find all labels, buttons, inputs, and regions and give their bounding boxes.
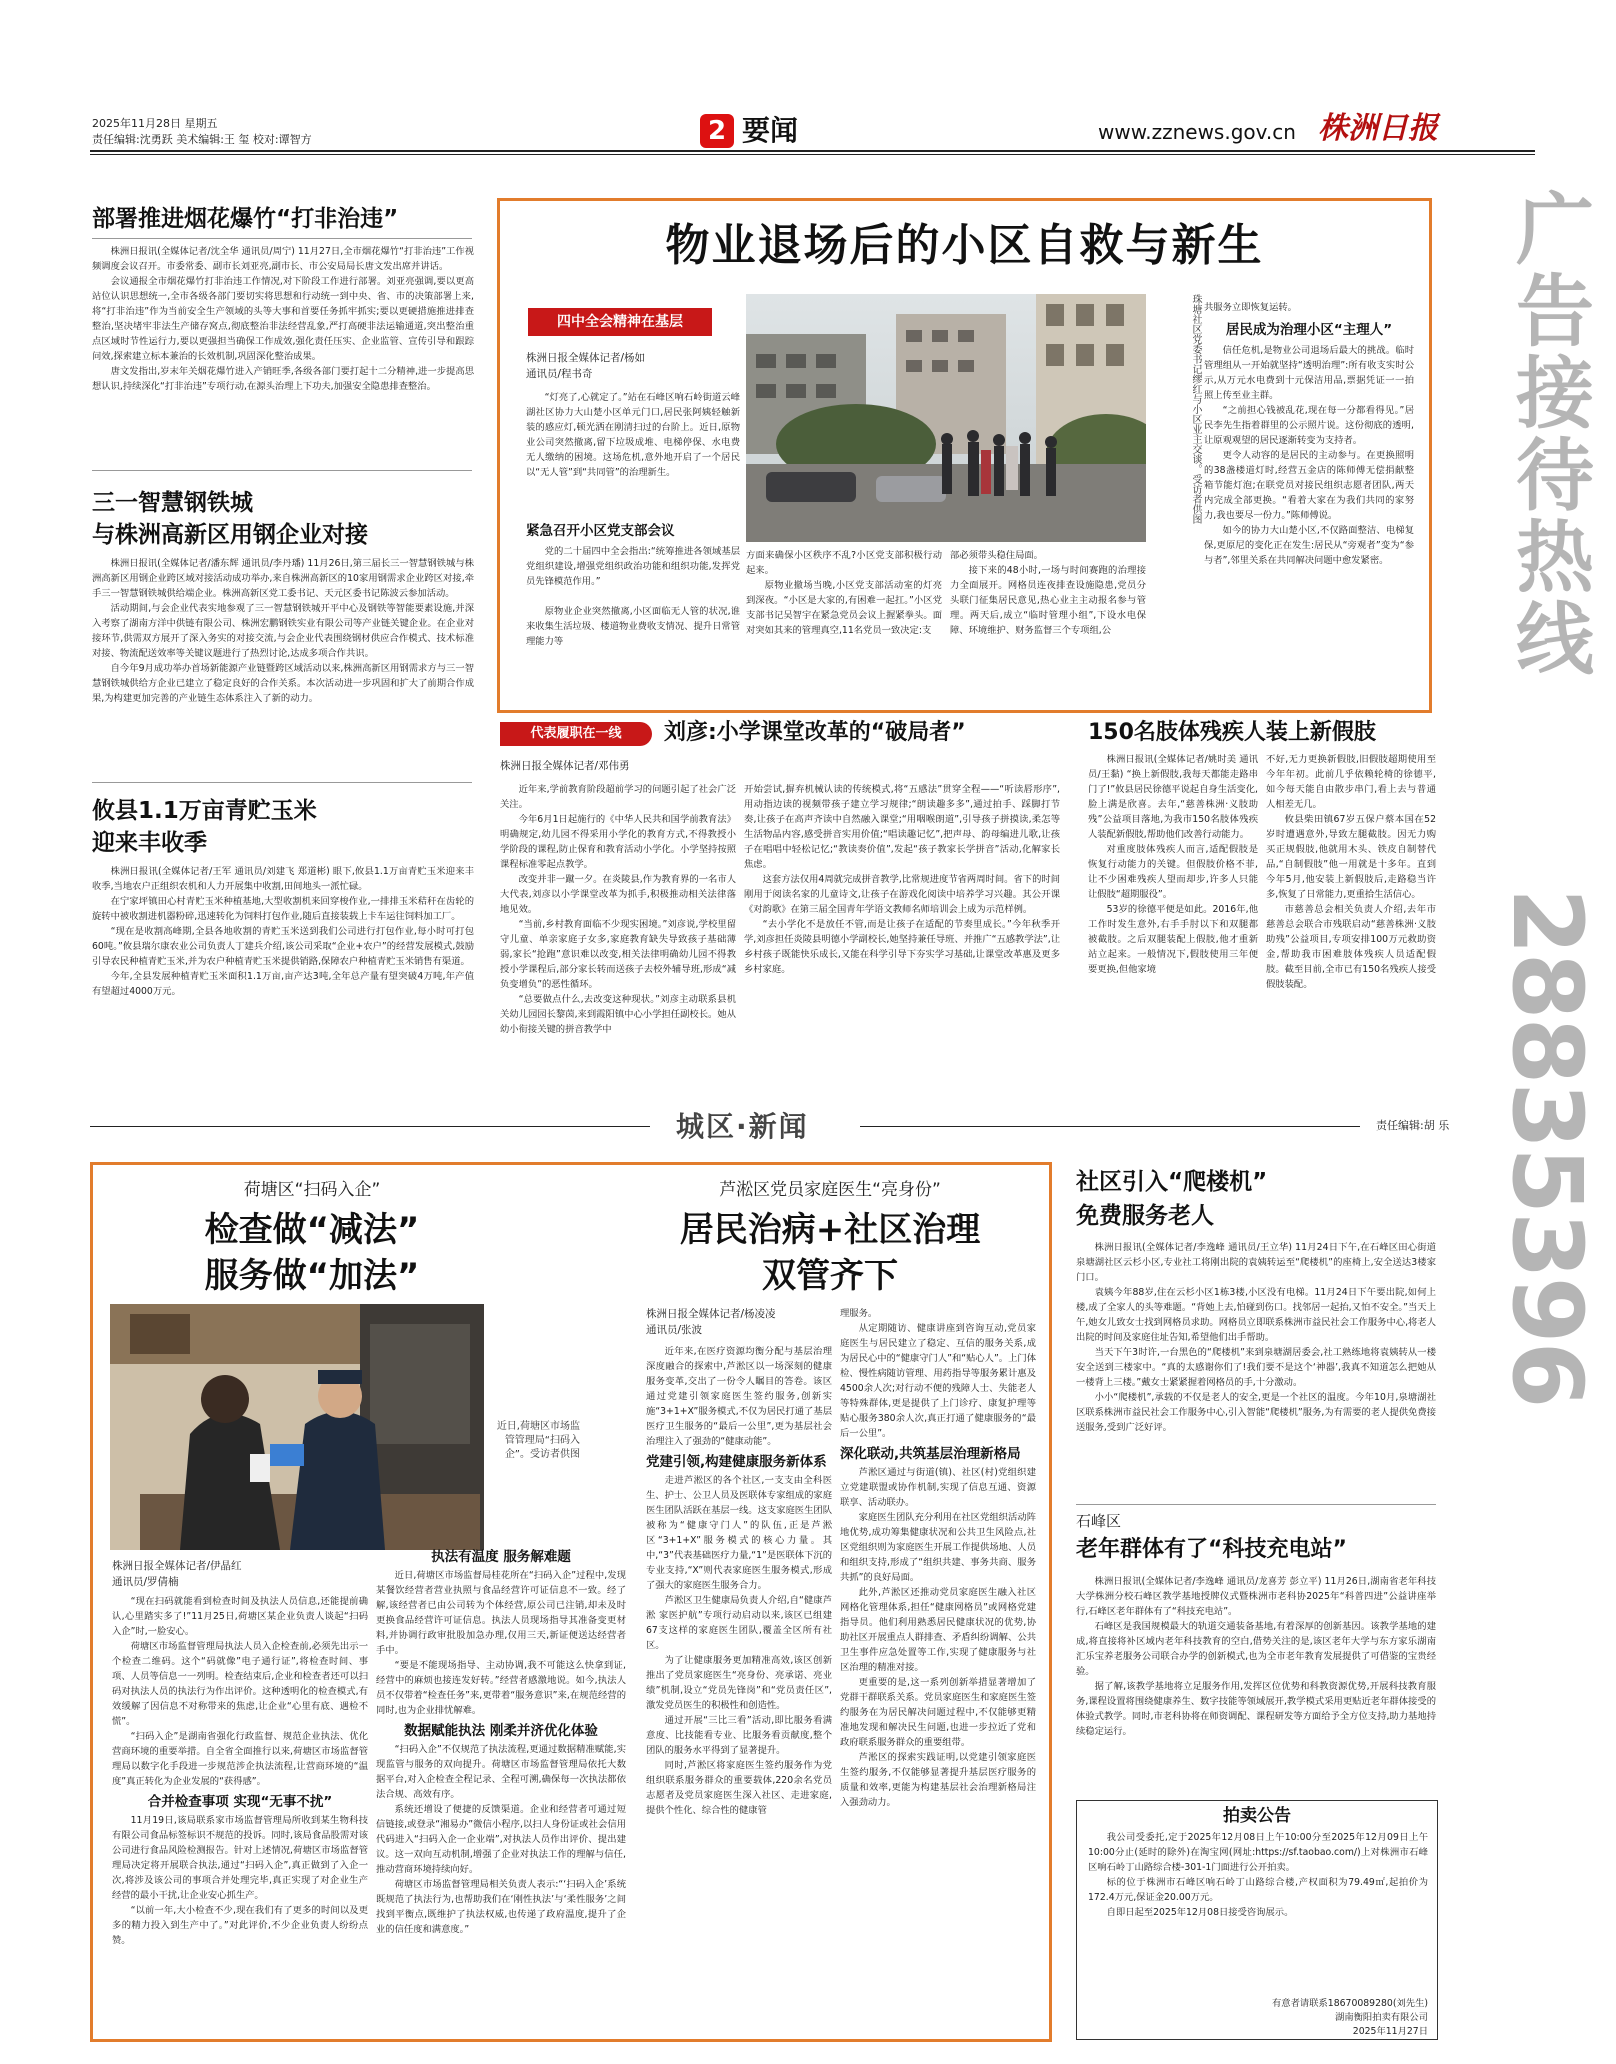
property-byline-correspondent: 通讯员/程书奇 (526, 368, 593, 380)
hetang-byline-correspondent: 通讯员/罗倩楠 (112, 1576, 179, 1588)
liuyan-byline: 株洲日报全媒体记者/邓伟勇 (500, 760, 630, 772)
charging-kicker: 石峰区 (1076, 1512, 1122, 1530)
property-headline: 物业退场后的小区自救与新生 (665, 220, 1264, 271)
auction-date: 2025年11月27日 (1352, 2026, 1428, 2037)
charging-body: 株洲日报讯(全媒体记者/李逸峰 通讯员/龙喜芳 彭立平) 11月26日,湖南省老年科技大学株洲分校石峰区教学基地授牌仪式暨株洲市老科协2025年“科普四进”公益讲座举行,石峰区老年群体有了“科技充电站”。 石峰区是我国规模最大的轨道交通装备基地,有着深厚的创新基因。该教学基地的建成,将直接将补区域内老年科技教育的空白,借势关注的是,该区老年大学与东方家乐湖南汇乐宝养老服务公司联合办学的创新模式,也为全市老年教育发展提供了可借鉴的宝贵经验。 据了解,该教学基地将立足服务作用,发挥区位优势和科教资源优势,开展科技教育服务,课程设置将围绕健康养生、数字技能等领域展开,教学模式采用更贴近老年群体接受的体验式教学。同时,市老科协将在师资调配、课程研发等方面给予全方位支持,助力基地持续稳定运行。 (1076, 1576, 1436, 1737)
property-col2-body: 方面来确保小区秩序不乱?小区党支部积极行动起来。 原物业撤场当晚,小区党支部活动室的灯亮到深夜。“小区是大家的,有困难一起扛。”小区党支部书记吴智宇在紧急党员会议上握紧拳头。面对突如其来的管理真空,11名党员一致决定:支 (746, 550, 942, 636)
lusong-byline-reporter: 株洲日报全媒体记者/杨凌凌 (646, 1308, 776, 1320)
lusong-col1-body: 近年来,在医疗资源均衡分配与基层治理深度融合的探索中,芦淞区以一场深刻的健康服务变革,交出了一份令人瞩目的答卷。该区通过党建引领家庭医生签约服务,创新实施“3+1+X”服务模式,不仅为居民打通了基层医疗卫生服务的“最后一公里”,更为基层社会治理注入了强劲的“健康动能”。 党建引领,构建健康服务新体系 走进芦淞区的各个社区,一支支由全科医生、护士、公卫人员及医联体专家组成的家庭医生团队活跃在基层一线。这支家庭医生团队被称为“健康守门人”的队伍,正是芦淞区“3+1+X”服务模式的核心力量。其中,“3”代表基础医疗力量,“1”是医联体下沉的专业支持,“X”则代表家庭医生服务模式,形成了强大的家庭医生服务合力。 芦淞区卫生健康局负责人介绍,自“健康芦淞 家医护航”专项行动启动以来,该区已组建67支这样的家庭医生团队,覆盖全区所有社区。 为了让健康服务更加精准高效,该区创新推出了党员家庭医生“亮身份、亮承诺、亮业绩”机制,设立“党员先锋岗”和“党员责任区”,激发党员医生的积极性和创造性。 通过开展“三比三看”活动,即比服务看满意度、比技能看专业、比服务看贡献度,整个团队的服务水平得到了显著提升。 同时,芦淞区将家庭医生签约服务作为党组织联系服务群众的重要载体,220余名党员志愿者及党员家庭医生深入社区、走进家庭,提供个性化、综合性的健康管 (646, 1346, 832, 1816)
section-rule-right (860, 1126, 1360, 1127)
ad-column (1490, 178, 1610, 2064)
section-editor: 责任编辑:胡 乐 (1376, 1119, 1450, 1132)
stairs-body: 株洲日报讯(全媒体记者/李逸峰 通讯员/王立华) 11月24日下午,在石峰区田心街道泉塘湖社区云杉小区,专业社工将刚出院的袁姨转运至“爬楼机”的座椅上,安全送达3楼家门口。 袁姨今年88岁,住在云杉小区1栋3楼,小区没有电梯。11月24日下午要出院,如何上楼,成了全家人的头等难题。“背她上去,怕碰到伤口。找邻居一起抬,又怕不安全。”当天上午,她女儿致女士找到网格员求助。网格员立即联系株洲市益民社会工作服务中心,将老人出院的时间及家庭住址告知,希望他们出手帮助。 当天下午3时许,一台黑色的“爬楼机”来到泉塘湖居委会,社工熟练地将袁姨转从一楼安全送到三楼家中。“真的太感谢你们了!我们要不是这个‘神器’,我真不知道怎么把她从一楼背上三楼。”戴女士紧紧握着网格员的手,十分激动。 小小“爬楼机”,承载的不仅是老人的安全,更是一个社区的温度。今年10月,泉塘湖社区联系株洲市益民社会工作服务中心,引入智能“爬楼机”服务,为有需要的老人提供免费接送服务,受到广泛好评。 (1076, 1242, 1436, 1433)
liuyan-tag: 代表履职在一线 (500, 722, 652, 746)
section-name: 要闻 (742, 114, 799, 147)
lusong-col2-body: 理服务。 从定期随访、健康讲座到咨询互动,党员家庭医生与居民建立了稳定、互信的服务关系,成为居民心中的“健康守门人”和“贴心人”。上门体检、慢性病随访管理、用药指导等服务累计惠及4500余人次;对行动不便的残障人士、失能老人等特殊群体,更是提供了上门诊疗、康复护理等贴心服务380余人次,真正打通了健康服务的“最后一公里”。 深化联动,共筑基层治理新格局 芦淞区通过与街道(镇)、社区(村)党组织建立党建联盟或协作机制,实现了信息互通、资源联享、活动联办。 家庭医生团队充分利用在社区党组织活动阵地优势,成功筹集健康状况和公共卫生风险点,社区党组织则为家庭医生开展工作提供场地、人员和组织支持,形成了“组织共建、事务共商、服务共抓”的良好局面。 此外,芦淞区还推动党员家庭医生融入社区网格化管理体系,担任“健康网格员”或网格党建指导员。他们利用熟悉居民健康状况的优势,协助社区开展重点人群排查、矛盾纠纷调解、公共卫生事件应急处置等工作,实现了健康服务与社区治理的精准对接。 更重要的是,这一系列创新举措显著增加了党群干群联系关系。党员家庭医生和家庭医生签约服务在为居民解决问题过程中,不仅能够更精准地发现和解决民生问题,也进一步拉近了党和政府联系服务群众的重要组带。 芦淞区的探索实践证明,以党建引领家庭医生签约服务,不仅能够显著提升基层医疗服务的质量和效率,更能为构建基层社会治理新格局注入强劲动力。 (840, 1308, 1036, 1808)
header-rule (90, 150, 1535, 152)
hetang-headline-1: 检查做“减法” (204, 1210, 420, 1250)
newspaper-logo: 株洲日报 (1318, 111, 1438, 146)
page-editors: 责任编辑:沈勇跃 美术编辑:王 玺 校对:谭智方 (92, 133, 312, 146)
property-col1-body: 党的二十届四中全会指出:“统筹推进各领域基层党组织建设,增强党组织政治功能和组织功能,发挥党员先锋模范作用。” (526, 546, 740, 587)
liuyan-col1-body: 近年来,学前教育阶段超前学习的问题引起了社会广泛关注。 今年6月1日起施行的《中华人民共和国学前教育法》明确规定,幼儿园不得采用小学化的教育方式,不得教授小学阶段的课程,防止保育和教育活动小学化。小学坚持按照课程标准零起点教学。 改变并非一蹴一夕。在炎陵县,作为教育界的一名市人大代表,刘彦以小学课堂改革为抓手,积极推动相关法律落地见效。 “当前,乡村教育面临不少现实困境。”刘彦说,学校里留守儿童、单亲家庭子女多,家庭教育缺失导致孩子基础薄弱,家长“抢跑”意识难以改变,相关法律明确幼儿园不得教授小学课程后,部分家长转而送孩子去校外辅导班,形成“减负变增负”的恶性循环。 “总要做点什么,去改变这种现状。”刘彦主动联系县机关幼儿园园长黎茵,来到霞阳镇中心小学担任副校长。她从幼小衔接关键的拼音教学中 (500, 784, 736, 1035)
property-byline-reporter: 株洲日报全媒体记者/杨如 (526, 352, 646, 364)
hetang-col1-body: “现在扫码就能看到检查时间及执法人员信息,还能提前确认,心里踏实多了!”11月25日,荷塘区某企业负责人谈起“扫码入企”时,一脸安心。 荷塘区市场监督管理局执法人员入企检查前,必须先出示一个检查二维码。这个“码就像”电子通行证”,将检查时间、事项、人员等信息一一列明。检查结束后,企业和检查者还可以扫码对执法人员的执法行为作出评价。这种透明化的检查模式,有效缓解了因信息不对称带来的焦虑,让企业“心里有底、遇检不慌”。 “扫码入企”是湖南省强化行政监督、规范企业执法、优化营商环境的重要举措。自全省全面推行以来,荷塘区市场监督管理局以数字化手段进一步规范涉企执法流程,让营商环境的“温度”真正转化为企业发展的“获得感”。 合并检查事项 实现“无事不扰” 11月19日,该局联系家市场监督管理局所收到某生物科技有限公司食品标签标识不规范的投诉。同时,该局食品股需对该公司进行食品风险检测报告。针对上述情况,荷塘区市场监督管理局决定将开展联合执法,通过“扫码入企”,真正做到了入企一次,将涉及该公司的事项合并处理完毕,真正实现了对企业生产经营的最小干扰,让企业安心抓生产。 “以前一年,大小检查不少,现在我们有了更多的时间以及更多的精力投入到生产中了。”对此评价,不少企业负责人纷纷点赞。 (112, 1596, 368, 1946)
hetang-byline-reporter: 株洲日报全媒体记者/伊晶红 (112, 1560, 242, 1572)
prosthesis-headline: 150名肢体残疾人装上新假肢 (1088, 720, 1376, 745)
property-photo (746, 294, 1146, 542)
property-col4-body: 共服务立即恢复运转。 居民成为治理小区“主理人” 信任危机,是物业公司退场后最大的挑战。临时管理组从一开始就坚持“透明治理”:所有收支实时公示,从万元水电费到十元保洁用品,票据凭证一一拍照上传至业主群。 “之前担心钱被乱花,现在每一分都看得见。”居民李先生指着群里的公示照片说。这份彻底的透明,让原观观望的居民逐渐转变为支持者。 更令人动容的是居民的主动参与。在更换照明的38盏楼道灯时,经营五金店的陈师傅无偿捐献整箱节能灯泡;在联党员对接民组织志愿者团队,两天内完成全部更换。“看着大家在为我们共同的家努力,我也要尽一份力。”陈师傅说。 如今的协力大山楚小区,不仅路面整洁、电梯复保,更原尼的变化正在发生:居民从“旁观者”变为“参与者”,邻里关系在共同解决问题中愈发紧密。 (1204, 302, 1414, 566)
hetang-subhead-3: 数据赋能执法 刚柔并济优化体验 (404, 1723, 598, 1739)
lusong-byline-correspondent: 通讯员/张波 (646, 1324, 703, 1336)
property-subhead-1: 紧急召开小区党支部会议 (526, 523, 675, 539)
lusong-subhead-1: 党建引领,构建健康服务新体系 (646, 1454, 827, 1470)
steel-headline-line2: 与株洲高新区用钢企业对接 (92, 522, 368, 548)
lusong-subhead-2: 深化联动,共筑基层治理新格局 (840, 1446, 1021, 1462)
lusong-kicker: 芦淞区党员家庭医生“亮身份” (719, 1180, 941, 1200)
page-number: 2 (700, 114, 734, 148)
section-title: 城区·新闻 (676, 1110, 809, 1143)
property-col3-body: 部必须带头稳住局面。 接下来的48小时,一场与时间赛跑的治理接力全面展开。网格员连夜排查设施隐患,党员分头联门征集居民意见,热心业主主动报名参与管理。两天后,成立“临时管理小组”,下设水电保障、环境维护、财务监督三个专项组,公 (950, 550, 1146, 636)
steel-body: 株洲日报讯(全媒体记者/潘东辉 通讯员/李丹璠) 11月26日,第三届长三一智慧钢铁城与株洲高新区用钢企业跨区域对接活动成功举办,来自株洲高新区的10家用钢需求企业跨区对接,牵手三一智慧钢铁城供给端企业。株洲高新区党工委书记、天元区委书记陈波云参加活动。 活动期间,与会企业代表实地参观了三一智慧钢铁城开平中心及钢铁等智能要素设施,并深入考察了湖南方洋中供链有限公司、株洲宏鹏钢铁实业有限公司等产业链关键企业。在企业对接环节,供需双方展开了深入务实的对接交流,与会企业代表围绕钢材供应合作模式、技术标准对接、物流配送效率等关键议题进行了热烈讨论,达成多项合作共识。 自今年9月成功举办首场新能源产业链暨跨区域活动以来,株洲高新区用钢需求方与三一智慧钢铁城供给方企业已建立了稳定良好的合作关系。本次活动进一步巩固和扩大了前期合作成果,为构建更加完善的产业链生态体系注入了新的动力。 (92, 558, 474, 704)
corn-body: 株洲日报讯(全媒体记者/王军 通讯员/刘建飞 郑道彬) 眼下,攸县1.1万亩青贮玉米迎来丰收季,当地农户正组织农机和人力开展集中收割,田间地头一派忙碌。 在宁家坪镇田心村青贮玉米种植基地,大型收割机来回穿梭作业,一排排玉米秸秆在齿轮的旋转中被收割进机器粉碎,迅速转化为饲料打包作业,随后直接装载上卡车运往饲料加工厂。 “现在是收割高峰期,全县各地收割的青贮玉米送到我们公司进行打包作业,每小时可打包60吨。”攸县瑞尔康农业公司负责人丁建兵介绍,该公司采取“企业+农户”的经营发展模式,鼓励引导农民种植青贮玉米,并为农户种植青贮玉米提供销路,保障农户种植青贮玉米销售有渠道。 今年,全县发展种植青贮玉米面积1.1万亩,亩产达3吨,全年总产量有望突破4万吨,年产值有望超过4000万元。 (92, 866, 474, 997)
stairs-headline-2: 免费服务老人 (1076, 1203, 1214, 1229)
liuyan-col2-body: 开始尝试,摒弃机械认读的传统模式,将“五感法”贯穿全程——“听读唇形序”,用动指边读的视频带孩子建立学习规律;“朗读趣多多”,通过拍手、踩脚打节奏,让孩子在高声齐读中自然融入课堂;“用咽喉朗道”,引导孩子拼摸读,柔怎等生活物品内容,感受拼音实用价值;“唱读趣记忆”,把声母、韵母编进儿歌,让孩子在唱唱中轻松记忆;“教读奏价值”,发起“孩子教家长学拼音”活动,化解家长焦虑。 这套方法仅用4周就完成拼音教学,比常规进度节省两周时间。省下的时间刚用于阅读名家的儿童诗文,让孩子在游戏化阅读中培养学习兴趣。其公开课《对韵歌》在第三届全国青年学语文教师名师培训会上成为示范样例。 “去小学化不是放任不管,而是让孩子在适配的节奏里成长。”今年秋季开学,刘彦担任炎陵县明德小学副校长,她坚持兼任导班、并推广“五感教学法”,让乡村孩子既能快乐成长,又能在科学引导下夯实学习基础,让课堂改革惠及更多乡村家庭。 (744, 784, 1060, 975)
liuyan-headline: 刘彦:小学课堂改革的“破局者” (664, 720, 966, 745)
lusong-headline-1: 居民治病+社区治理 (679, 1210, 981, 1250)
ad-hotline-number[interactable]: 28835396 (1491, 888, 1603, 1407)
prosthesis-col2-body: 不好,无力更换新假肢,旧假肢超期使用至今年年初。此前几乎依赖轮椅的徐德平,如今每天能自由散步串门,看上去与普通人相差无几。 攸县柴田镇67岁五保户蔡本国在52岁时遭遇意外,导致左腿截肢。因无力购买正规假肢,他就用木头、铁皮自制替代品,“自制假肢”他一用就是十多年。直到今年5月,他安装上新假肢后,走路稳当许多,恢复了日常能力,更重拾生活信心。 市慈善总会相关负责人介绍,去年市慈善总会联合市残联启动“慈善株洲·义肢助残”公益项目,专项安排100万元救助资金,帮助我市困难肢体残疾人员适配假肢。截至目前,全市已有150名残疾人接受假肢装配。 (1266, 754, 1436, 990)
site-url[interactable]: www.zznews.gov.cn (1098, 120, 1296, 144)
hetang-photo-caption: 近日,荷塘区市场监管管理局“扫码入企”。受访者供图 (496, 1421, 580, 1460)
section-rule-left (90, 1126, 650, 1127)
auction-company: 湖南衡阳拍卖有限公司 (1335, 2012, 1428, 2023)
property-subhead-2: 居民成为治理小区“主理人” (1225, 322, 1393, 338)
corn-headline-line1: 攸县1.1万亩青贮玉米 (92, 798, 317, 824)
hetang-photo (110, 1304, 484, 1550)
property-col1b-body: 原物业企业突然撤离,小区面临无人管的状况,谁来收集生活垃圾、楼道物业费收支情况、提升日常管理能力等 (526, 606, 740, 647)
property-photo-caption: 珠塘社区党委书记缪红与小区业主交谈。受访者供图 (1190, 294, 1201, 524)
property-tag: 四中全会精神在基层 (528, 308, 712, 336)
fireworks-headline: 部署推进烟花爆竹“打非治违” (92, 206, 399, 232)
lusong-headline-2: 双管齐下 (762, 1256, 898, 1296)
hetang-subhead-2: 执法有温度 服务解难题 (431, 1549, 571, 1565)
issue-date: 2025年11月28日 星期五 (92, 117, 218, 130)
auction-contact: 有意者请联系18670089280(刘先生) (1272, 1998, 1428, 2009)
steel-headline-line1: 三一智慧钢铁城 (92, 490, 253, 516)
ad-hotline-label: 广告接待热线 (1503, 188, 1593, 680)
stairs-headline-1: 社区引入“爬楼机” (1076, 1169, 1268, 1195)
prosthesis-col1-body: 株洲日报讯(全媒体记者/姚时美 通讯员/王黏) “换上新假肢,我每天都能走路串门了!”攸县居民徐德平说起自身生活变化,脸上满是欣喜。去年,“慈善株洲·义肢助残”公益项目落地,为我市150名肢体残疾人装配新假肢,帮助他们改善行动能力。 对重度肢体残疾人而言,适配假肢是恢复行动能力的关键。但假肢价格不菲,让不少困难残疾人望而却步,许多人只能让假肢“超期服役”。 53岁的徐德平便是如此。2016年,他工作时发生意外,右手手肘以下和双腿都被截肢。之后双腿装配上假肢,他才重新站立起来。一般情况下,假肢使用三年便要更换,但他家境 (1088, 754, 1258, 975)
hetang-subhead-1: 合并检查事项 实现“无事不扰” (147, 1794, 333, 1810)
hetang-col2-body: 执法有温度 服务解难题 近日,荷塘区市场监督局桂花所在“扫码入企”过程中,发现某餐饮经营者营业执照与食品经营许可证信息不一致。经了解,该经营者已由公司转为个体经营,原公司已注销,却未及时更换食品经营许可证信息。执法人员现场指导其准备变更材料,并协调行政审批股加急办理,仅用三天,新证便送达经营者手中。 “要是不能现场指导、主动协调,我不可能这么快拿到证,经营中的麻烦也接连发好转。”经营者感激地说。如今,执法人员不仅带着“检查任务”来,更带着“服务意识”来,在规范经营的同时,也为企业排忧解难。 数据赋能执法 刚柔并济优化体验 “扫码入企”不仅规范了执法流程,更通过数据精准赋能,实现监管与服务的双向提升。荷塘区市场监督管理局依托大数据平台,对入企检查全程记录、全程可溯,确保每一次执法都依法合规、高效有序。 系统还增设了便捷的反馈渠道。企业和经营者可通过短信链接,或登录“湘易办”微信小程序,以扫人身份证或社会信用代码进入“扫码入企一企业端”,对执法人员作出评价、提出建议。这一双向互动机制,增强了企业对执法工作的理解与信任,推动营商环境持续向好。 荷塘区市场监督管理局相关负责人表示:“‘扫码入企’系统既规范了执法行为,也帮助我们在‘刚性执法’与‘柔性服务’之间找到平衡点,既维护了执法权威,也传递了政府温度,提升了企业的信任度和满意度。” (376, 1549, 626, 1935)
auction-title: 拍卖公告 (1223, 1806, 1291, 1826)
fireworks-body: 株洲日报讯(全媒体记者/沈全华 通讯员/周宁) 11月27日,全市烟花爆竹“打非治违”工作视频调度会议召开。市委常委、副市长刘亚亮,副市长、市公安局局长唐文发出席并讲话。 会议通报全市烟花爆竹打非治违工作情况,对下阶段工作进行部署。刘亚亮强调,要以更高站位认识思想统一,全市各级各部门要切实将思想和行动统一到中央、省、市的决策部署上来,将“打非治违”作为当前安全生产领域的头等大事和首要任务抓牢抓实;要以更硬措施推进排查整治,坚决堵牢非法生产储存窝点,彻底整治非法经营乱象,严打高硬非法运输通道,突出整治重点区域时节性运行力,要以更强担当确保工作成效,强化责任压实、企业监管、宣传引导和跟踪问效,探索建立标本兼治的长效机制,巩固深化整治成果。 唐文发指出,岁末年关烟花爆竹进入产销旺季,各级各部门要打起十二分精神,进一步提高思想认识,持续深化“打非治违”专项行动,在源头治理上下功夫,加强安全隐患排查整治。 (92, 246, 474, 392)
auction-body: 我公司受委托,定于2025年12月08日上午10:00分至2025年12月09日上午10:00分止(延时的除外)在淘宝网(网址:https://sf.taobao.com/)上对株洲市石峰区响石岭丁山路综合楼-301-1门面进行公开拍卖。 标的位于株洲市石峰区响石岭丁山路综合楼,产权面积为79.49㎡,起拍价为172.4万元,保证金20.00万元。 自即日起至2025年12月08日接受咨询展示。 (1088, 1832, 1428, 1918)
hetang-headline-2: 服务做“加法” (204, 1256, 420, 1296)
hetang-kicker: 荷塘区“扫码入企” (243, 1180, 381, 1200)
property-lead: “灯亮了,心就定了。”站在石峰区响石岭街道云峰湖社区协力大山楚小区单元门口,居民张阿姨轻触新装的感应灯,顿光洒在刚清扫过的台阶上。近日,原物业公司突然撤离,留下垃圾成堆、电梯停保、水电费无人缴纳的困境。这场危机,意外地开启了一个居民以“无人管”到“共同管”的治理新生。 (526, 392, 740, 478)
charging-headline: 老年群体有了“科技充电站” (1076, 1537, 1347, 1562)
corn-headline-line2: 迎来丰收季 (92, 830, 207, 856)
